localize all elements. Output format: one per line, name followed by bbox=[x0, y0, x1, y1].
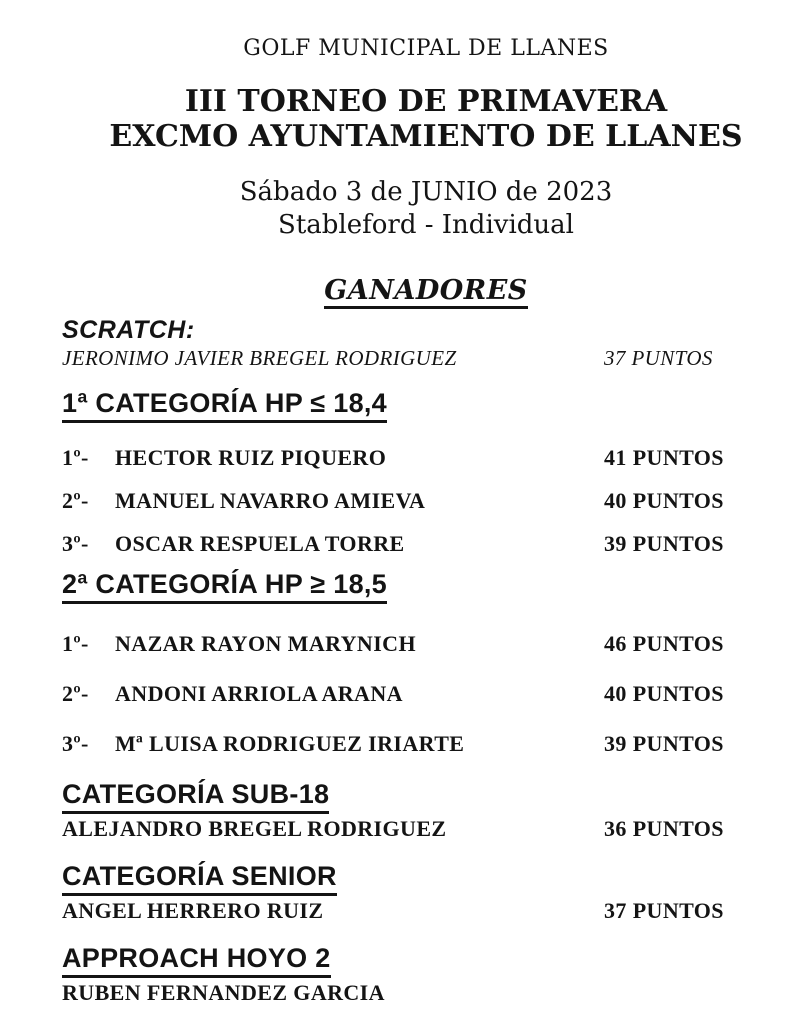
result-row bbox=[62, 488, 790, 514]
winners-heading-wrap bbox=[62, 276, 790, 309]
player-name: MANUEL NAVARRO AMIEVA bbox=[115, 488, 426, 513]
result-row bbox=[62, 631, 790, 657]
rank-label: 3º- bbox=[62, 731, 89, 756]
senior-result-row bbox=[62, 898, 790, 924]
event-details bbox=[62, 176, 790, 242]
player-points: 46 PUNTOS bbox=[604, 631, 724, 656]
senior-heading: CATEGORÍA SENIOR bbox=[62, 861, 337, 896]
rank-label: 3º- bbox=[62, 531, 89, 556]
player-name: RUBEN FERNANDEZ GARCIA bbox=[62, 980, 385, 1005]
rank-label: 1º- bbox=[62, 445, 89, 470]
approach-result-row bbox=[62, 980, 790, 1006]
tournament-title-line2: EXCMO AYUNTAMIENTO DE LLANES bbox=[109, 119, 743, 154]
player-points: 40 PUNTOS bbox=[604, 681, 724, 706]
rank-label: 2º- bbox=[62, 681, 89, 706]
sub18-heading-wrap bbox=[62, 779, 790, 814]
player-name: HECTOR RUIZ PIQUERO bbox=[115, 445, 387, 470]
approach-heading: APPROACH HOYO 2 bbox=[62, 943, 331, 978]
approach-heading-wrap bbox=[62, 943, 790, 978]
player-points: 39 PUNTOS bbox=[604, 731, 724, 756]
player-name: JERONIMO JAVIER BREGEL RODRIGUEZ bbox=[62, 346, 457, 370]
player-name: ANDONI ARRIOLA ARANA bbox=[115, 681, 403, 706]
player-points: 41 PUNTOS bbox=[604, 445, 724, 470]
player-name: Mª LUISA RODRIGUEZ IRIARTE bbox=[115, 731, 465, 756]
player-name: ANGEL HERRERO RUIZ bbox=[62, 898, 324, 923]
event-date: Sábado 3 de JUNIO de 2023 bbox=[239, 177, 613, 207]
senior-heading-wrap bbox=[62, 861, 790, 896]
player-points: 37 PUNTOS bbox=[604, 898, 724, 923]
player-points: 39 PUNTOS bbox=[604, 531, 724, 556]
category1-heading: 1ª CATEGORÍA HP ≤ 18,4 bbox=[62, 388, 387, 423]
category2-heading: 2ª CATEGORÍA HP ≥ 18,5 bbox=[62, 569, 387, 604]
scratch-result-row bbox=[62, 345, 790, 371]
tournament-title bbox=[62, 84, 790, 154]
category2-heading-wrap bbox=[62, 569, 790, 604]
player-name: ALEJANDRO BREGEL RODRIGUEZ bbox=[62, 816, 447, 841]
sub18-heading: CATEGORÍA SUB-18 bbox=[62, 779, 329, 814]
result-row bbox=[62, 531, 790, 557]
event-format: Stableford - Individual bbox=[278, 210, 574, 240]
result-row bbox=[62, 731, 790, 757]
player-name: NAZAR RAYON MARYNICH bbox=[115, 631, 416, 656]
rank-label: 2º- bbox=[62, 488, 89, 513]
winners-heading: GANADORES bbox=[324, 276, 528, 309]
player-points: 36 PUNTOS bbox=[604, 816, 724, 841]
organization-name: GOLF MUNICIPAL DE LLANES bbox=[243, 36, 609, 61]
player-points: 40 PUNTOS bbox=[604, 488, 724, 513]
player-points: 37 PUNTOS bbox=[604, 346, 713, 370]
category1-heading-wrap bbox=[62, 388, 790, 423]
player-name: OSCAR RESPUELA TORRE bbox=[115, 531, 405, 556]
sub18-result-row bbox=[62, 816, 790, 842]
result-row bbox=[62, 681, 790, 707]
tournament-title-line1: III TORNEO DE PRIMAVERA bbox=[184, 84, 668, 119]
rank-label: 1º- bbox=[62, 631, 89, 656]
result-row bbox=[62, 445, 790, 471]
scratch-heading: SCRATCH: bbox=[62, 316, 195, 344]
